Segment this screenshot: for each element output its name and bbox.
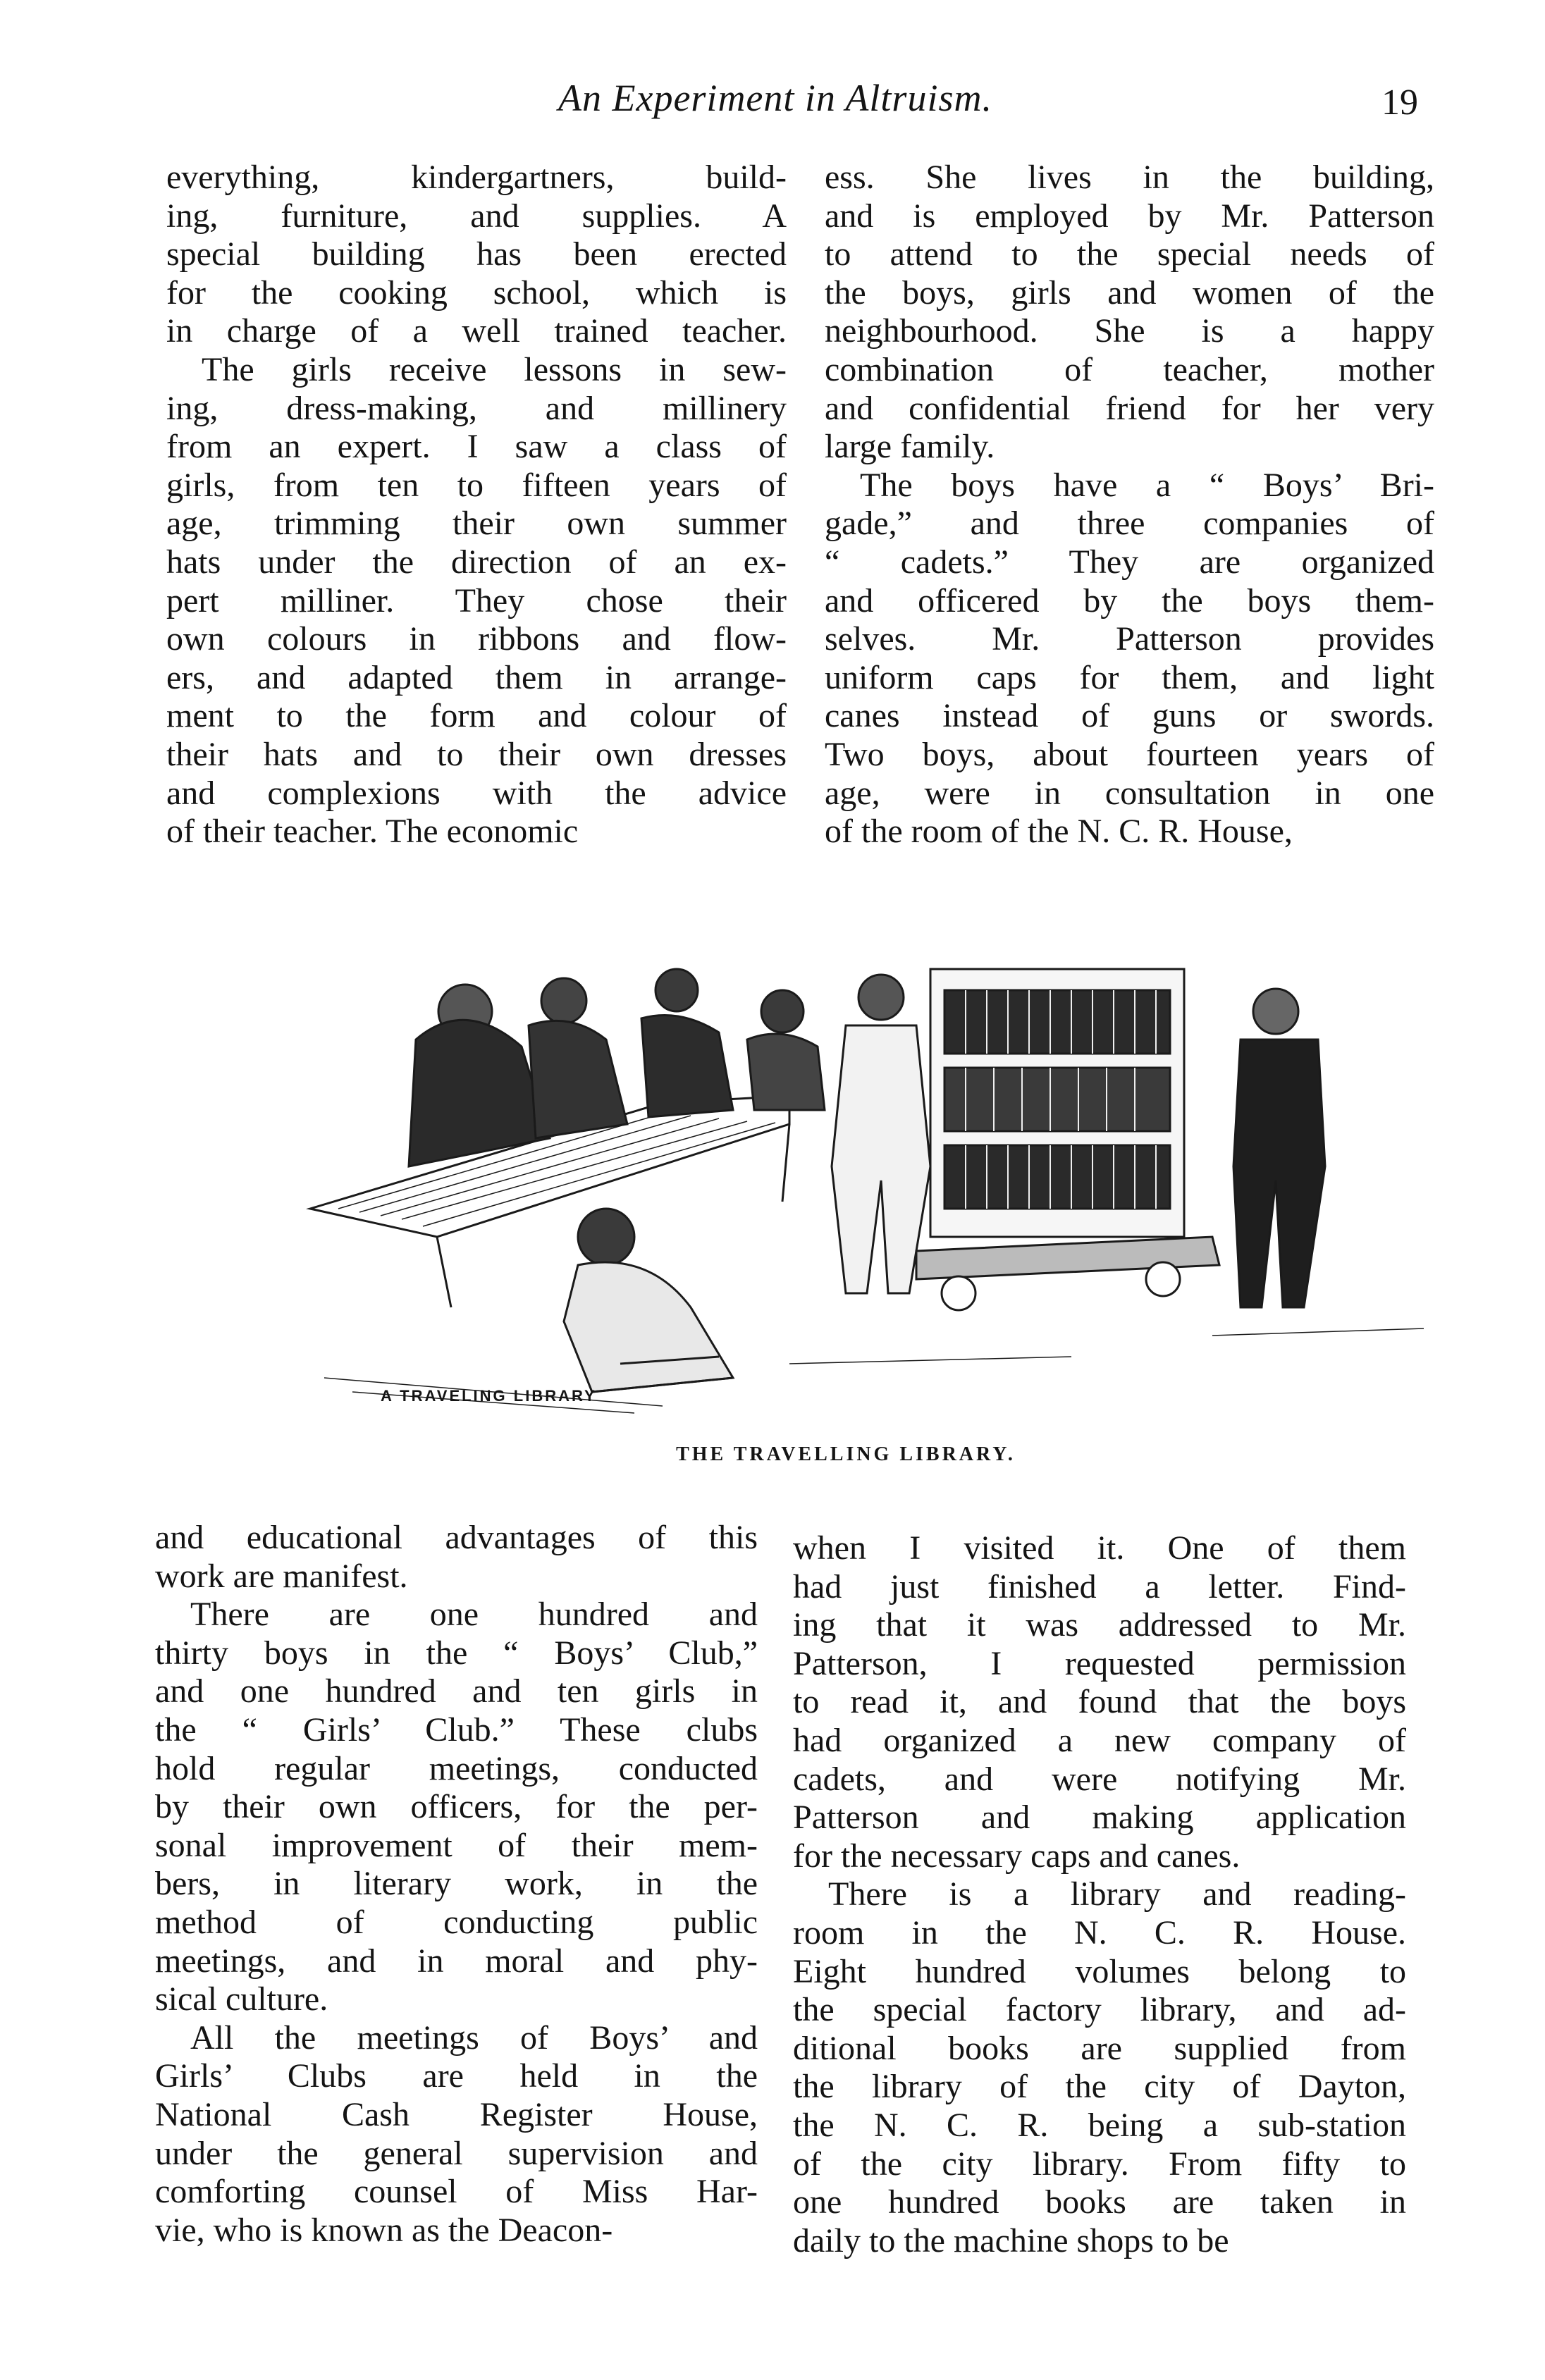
text-line: and confidential friend for her very (825, 389, 1434, 427)
column-top-right (825, 159, 1434, 851)
text-line: age, trimming their own summer (166, 505, 787, 543)
text-line: special building has been erected (166, 235, 787, 273)
text-line: sical culture. (155, 1980, 328, 2018)
illustration-handwritten-label: A TRAVELING LIBRARY (381, 1387, 597, 1405)
text-line: girls, from ten to fifteen years of (166, 466, 787, 504)
text-line: cadets, and were notifying Mr. (793, 1760, 1406, 1798)
text-line: thirty boys in the “ Boys’ Club,” (155, 1634, 758, 1672)
text-line: ditional books are supplied from (793, 2029, 1406, 2067)
text-line: for the necessary caps and canes. (793, 1837, 1241, 1875)
text-line: and officered by the boys them- (825, 581, 1434, 619)
page-number: 19 (1381, 82, 1418, 123)
text-line: comforting counsel of Miss Har- (155, 2173, 758, 2211)
text-line: to attend to the special needs of (825, 235, 1434, 273)
text-line: ing, dress-making, and millinery (166, 389, 787, 427)
text-line: when I visited it. One of them (793, 1529, 1406, 1567)
text-line: ess. She lives in the building, (825, 159, 1434, 196)
text-line: ment to the form and colour of (166, 697, 787, 735)
text-line: hold regular meetings, conducted (155, 1749, 758, 1787)
figure-caption: THE TRAVELLING LIBRARY. (676, 1443, 1016, 1465)
text-line: in charge of a well trained teacher. (166, 312, 787, 350)
text-line: ing, furniture, and supplies. A (166, 197, 787, 235)
text-line: The boys have a “ Boys’ Bri- (860, 466, 1434, 504)
text-line: large family. (825, 428, 995, 466)
text-line: the boys, girls and women of the (825, 273, 1434, 312)
column-bottom-right (793, 1529, 1406, 2260)
text-line: of the room of the N. C. R. House, (825, 813, 1293, 851)
text-line: by their own officers, for the per- (155, 1788, 758, 1826)
text-line: The girls receive lessons in sew- (202, 350, 787, 388)
kneeling-reader (564, 1209, 733, 1392)
text-line: own colours in ribbons and flow- (166, 620, 787, 658)
text-line: room in the N. C. R. House. (793, 1913, 1406, 1952)
text-line: their hats and to their own dresses (166, 735, 787, 773)
travelling-library-illustration (296, 870, 1452, 1434)
text-line: ing that it was addressed to Mr. (793, 1606, 1406, 1644)
text-line: vie, who is known as the Deacon- (155, 2211, 613, 2249)
text-line: Girls’ Clubs are held in the (155, 2057, 758, 2095)
column-top-left (166, 159, 787, 851)
standing-man (832, 975, 930, 1293)
text-line: sonal improvement of their mem- (155, 1826, 758, 1864)
text-line: meetings, and in moral and phy- (155, 1942, 758, 1980)
text-line: “ cadets.” They are organized (825, 543, 1434, 581)
text-line: one hundred books are taken in (793, 2183, 1406, 2221)
text-line: the N. C. R. being a sub-station (793, 2106, 1406, 2144)
text-line: and complexions with the advice (166, 774, 787, 812)
text-line: selves. Mr. Patterson provides (825, 620, 1434, 658)
text-line: age, were in consultation in one (825, 774, 1434, 812)
text-line: bers, in literary work, in the (155, 1865, 758, 1903)
text-line: canes instead of guns or swords. (825, 697, 1434, 735)
book-cart (916, 969, 1219, 1310)
text-line: under the general supervision and (155, 2134, 758, 2172)
text-line: had organized a new company of (793, 1721, 1406, 1759)
text-line: All the meetings of Boys’ and (190, 2018, 758, 2057)
text-line: had just finished a letter. Find- (793, 1567, 1406, 1605)
text-line: ers, and adapted them in arrange- (166, 658, 787, 696)
text-line: Eight hundred volumes belong to (793, 1952, 1406, 1990)
text-line: the special factory library, and ad- (793, 1991, 1406, 2029)
text-line: There are one hundred and (190, 1596, 758, 1634)
text-line: National Cash Register House, (155, 2095, 758, 2133)
text-line: for the cooking school, which is (166, 273, 787, 312)
column-bottom-left (155, 1519, 758, 2250)
text-line: to read it, and found that the boys (793, 1683, 1406, 1721)
text-line: Patterson, I requested permission (793, 1644, 1406, 1682)
text-line: pert milliner. They chose their (166, 581, 787, 619)
man-on-right (1233, 989, 1325, 1307)
text-line: Two boys, about fourteen years of (825, 735, 1434, 773)
text-line: neighbourhood. She is a happy (825, 312, 1434, 350)
text-line: work are manifest. (155, 1557, 408, 1595)
text-line: Patterson and making application (793, 1799, 1406, 1837)
text-line: the “ Girls’ Club.” These clubs (155, 1710, 758, 1749)
text-line: and educational advantages of this (155, 1519, 758, 1556)
text-line: uniform caps for them, and light (825, 658, 1434, 696)
text-line: daily to the machine shops to be (793, 2221, 1229, 2259)
text-line: from an expert. I saw a class of (166, 428, 787, 466)
text-line: method of conducting public (155, 1903, 758, 1941)
text-line: the library of the city of Dayton, (793, 2068, 1406, 2106)
text-line: combination of teacher, mother (825, 350, 1434, 388)
text-line: and is employed by Mr. Patterson (825, 197, 1434, 235)
running-title: An Experiment in Altruism. (558, 77, 992, 119)
text-line: of their teacher. The economic (166, 813, 579, 851)
text-line: There is a library and reading- (828, 1875, 1406, 1913)
text-line: everything, kindergartners, build- (166, 159, 787, 196)
text-line: hats under the direction of an ex- (166, 543, 787, 581)
text-line: of the city library. From fifty to (793, 2145, 1406, 2183)
text-line: gade,” and three companies of (825, 505, 1434, 543)
text-line: and one hundred and ten girls in (155, 1672, 758, 1710)
